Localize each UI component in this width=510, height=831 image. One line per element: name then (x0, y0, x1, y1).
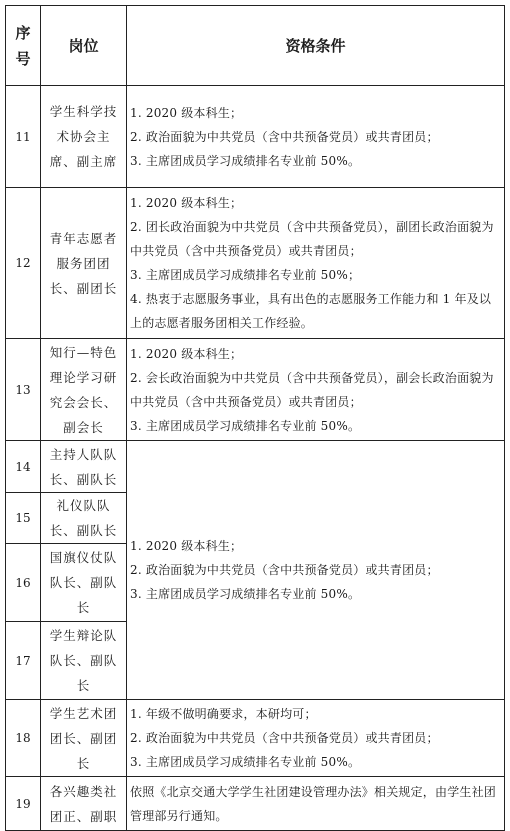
row-number: 18 (6, 700, 41, 777)
condition-line: 1. 年级不做明确要求，本研均可； (130, 707, 317, 721)
row-number: 17 (6, 622, 41, 700)
condition-line: 3. 主席团成员学习成绩排名专业前 50%。 (130, 153, 361, 168)
header-row (6, 6, 505, 86)
row-number: 15 (6, 493, 41, 544)
condition-line: 1. 2020 级本科生； (130, 346, 243, 361)
row-conditions (127, 777, 505, 831)
row-position: 青年志愿者服务团团长、副团长 (41, 188, 127, 339)
row-number: 12 (6, 188, 41, 339)
row-position: 学生科学技术协会主席、副主席 (41, 86, 127, 188)
row-position: 学生辩论队队长、副队长 (41, 622, 127, 700)
row-position: 主持人队队长、副队长 (41, 441, 127, 493)
table-row (6, 441, 505, 493)
condition-line: 2. 政治面貌为中共党员（含中共预备党员）或共青团员； (130, 731, 439, 745)
row-number: 14 (6, 441, 41, 493)
row-conditions (127, 86, 505, 188)
header-position: 岗位 (41, 6, 127, 86)
table-row (6, 700, 505, 777)
table-row (6, 339, 505, 441)
row-position: 知行—特色理论学习研究会会长、副会长 (41, 339, 127, 441)
header-requirements: 资格条件 (127, 6, 505, 86)
table-row (6, 86, 505, 188)
condition-line: 3. 主席团成员学习成绩排名专业前 50%； (130, 268, 361, 282)
row-position: 国旗仪仗队队长、副队长 (41, 544, 127, 622)
condition-line: 2. 政治面貌为中共党员（含中共预备党员）或共青团员； (130, 563, 439, 577)
condition-line: 3. 主席团成员学习成绩排名专业前 50%。 (130, 755, 361, 769)
row-conditions (127, 188, 505, 339)
row-number: 19 (6, 777, 41, 831)
condition-line: 2. 会长政治面貌为中共党员（含中共预备党员），副会长政治面貌为中共党员（含中共预备党员）或共青团员； (130, 370, 494, 409)
row-position: 各兴趣类社团正、副职 (41, 777, 127, 831)
row-number: 16 (6, 544, 41, 622)
condition-line: 2. 团长政治面貌为中共党员（含中共预备党员），副团长政治面貌为中共党员（含中共预备党员）或共青团员； (130, 220, 494, 258)
condition-line: 依照《北京交通大学学生社团建设管理办法》相关规定，由学生社团管理部另行通知。 (130, 784, 497, 823)
shared-conditions (127, 441, 505, 700)
condition-line: 4. 热衷于志愿服务事业，具有出色的志愿服务工作能力和 1 年及以上的志愿者服务团相关工作经验。 (130, 292, 492, 330)
row-position: 学生艺术团团长、副团长 (41, 700, 127, 777)
row-conditions (127, 339, 505, 441)
row-position: 礼仪队队长、副队长 (41, 493, 127, 544)
row-number: 13 (6, 339, 41, 441)
condition-line: 3. 主席团成员学习成绩排名专业前 50%。 (130, 418, 361, 433)
header-seq: 序号 (6, 6, 41, 86)
row-conditions (127, 700, 505, 777)
condition-line: 2. 政治面貌为中共党员（含中共预备党员）或共青团员； (130, 129, 439, 144)
table-row (6, 777, 505, 831)
condition-line: 1. 2020 级本科生； (130, 196, 243, 210)
table-row (6, 188, 505, 339)
requirements-table (5, 5, 505, 831)
condition-line: 1. 2020 级本科生； (130, 105, 243, 120)
row-number: 11 (6, 86, 41, 188)
condition-line: 3. 主席团成员学习成绩排名专业前 50%。 (130, 587, 361, 601)
condition-line: 1. 2020 级本科生； (130, 539, 243, 553)
